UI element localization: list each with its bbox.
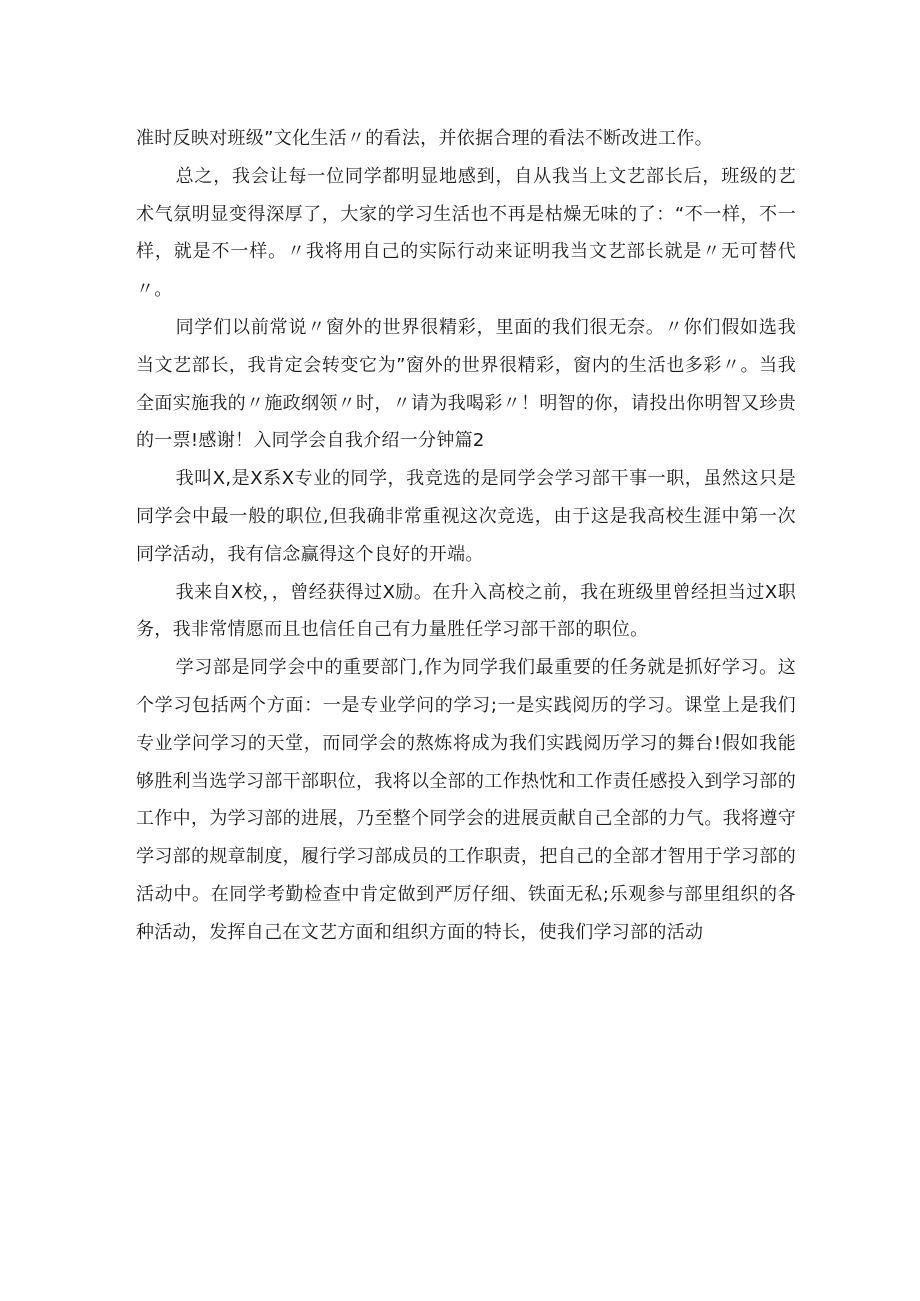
paragraph-introduction: 我叫X,是X系X专业的同学，我竞选的是同学会学习部干事一职，虽然这只是同学会中最一般的职位,但我确非常重视这次竞选，由于这是我高校生涯中第一次同学活动，我有信念赢得这个良好的开端。 — [136, 468, 796, 565]
paragraph-appeal: 同学们以前常说〃窗外的世界很精彩，里面的我们很无奈。〃你们假如选我当文艺部长，我肯定会转变它为”窗外的世界很精彩，窗内的生活也多彩〃。当我全面实施我的〃施政纲领〃时，〃请为我喝彩〃！明智的你，请投出你明智又珍贵的一票!感谢！入同学会自我介绍一分钟篇2 — [136, 316, 796, 452]
paragraph-study-department: 学习部是同学会中的重要部门,作为同学我们最重要的任务就是抓好学习。这个学习包括两个方面：一是专业学问的学习;一是实践阅历的学习。课堂上是我们专业学问学习的天堂，而同学会的熬炼将成为我们实践阅历学习的舞台!假如我能够胜利当选学习部干部职位，我将以全部的工作热忱和工作责任感投入到学习部的工作中，为学习部的进展，乃至整个同学会的进展贡献自己全部的力气。我将遵守学习部的规章制度，履行学习部成员的工作职责，把自己的全部才智用于学习部的活动中。在同学考勤检查中肯定做到严厉仔细、铁面无私;乐观参与部里组织的各种活动，发挥自己在文艺方面和组织方面的特长，使我们学习部的活动 — [136, 657, 796, 943]
paragraph-conclusion: 总之，我会让每一位同学都明显地感到，自从我当上文艺部长后，班级的艺术气氛明显变得深厚了，大家的学习生活也不再是枯燥无味的了：“不一样，不一样，就是不一样。〃我将用自己的实际行动来证明我当文艺部长就是〃无可替代〃。 — [136, 165, 796, 301]
paragraph-continuation: 准时反映对班级”文化生活〃的看法，并依据合理的看法不断改进工作。 — [136, 128, 713, 149]
paragraph-background: 我来自X校，，曾经获得过X励。在升入高校之前，我在班级里曾经担当过X职务，我非常情愿而且也信任自己有力量胜任学习部干部的职位。 — [136, 581, 796, 641]
document-body — [136, 120, 796, 952]
